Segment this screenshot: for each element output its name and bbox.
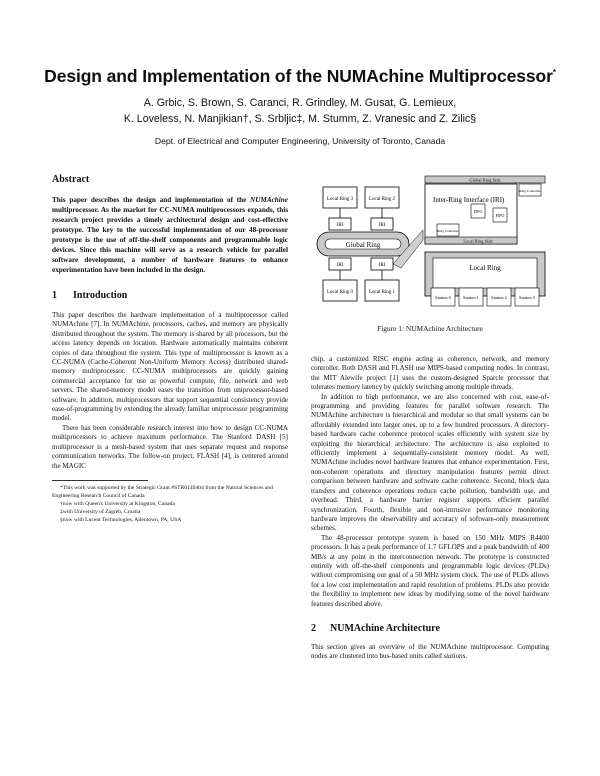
authors-line-1: A. Grbic, S. Brown, S. Caranci, R. Grindley, M. Gusat, G. Lemieux,: [143, 97, 457, 109]
iri-label: IRI: [378, 223, 386, 228]
footnote-2: †now with Queen's University at Kingston, Canada: [60, 500, 175, 507]
local-ring-1-label: Local Ring 1: [368, 290, 396, 295]
section-number: 2: [311, 622, 316, 634]
footnote-4: §now with Lucent Technologies, Allentown, PA, USA: [60, 516, 182, 523]
architecture-text-b: .: [465, 652, 468, 661]
affiliation: Dept. of Electrical and Computer Engineering, University of Toronto, Canada: [154, 136, 446, 146]
iri-label: IRI: [378, 263, 386, 268]
local-ring-inner: [433, 258, 537, 288]
local-ring-label: Local Ring: [469, 264, 501, 272]
intro-paragraph-3: In addition to high performance, we are also concerned with cost, ease-of-programming and providing features for parallel software research. The NUMAchine architecture is hierarchical and modular so that small systems can be affordably extended into larger ones, up to a few hundred processors. A directory-based hardware cache coherence protocol scales efficiently with system size by exploiting the hierarchical architecture. The architecture is also exploited to efficiently implement a sequentially-consistent memory model. As well, NUMAchine includes novel hardware features that enhance experimentation. First, non-coherent operations and directory manipulation features permit direct comparison between hardware and software cache coherence. Second, block data transfers and coherence operations reduce cache pollution, bandwidth use, and overhead. Third, a hardware barrier register supports efficient parallel synchronization. Fourth, flexible and non-intrusive performance monitoring hardware improves the observability and accuracy of software-only measurement schemes.: [311, 392, 549, 533]
intro-paragraph-1: This paper describes the hardware implementation of a multiprocessor called NUMAchine [7]. In NUMAchine, processors, caches, and memory are physically distributed throughout the system. The memory is shared by all processors, but the access latency depends on location. Hardware automatically maintains coherent copies of data throughout the system. This type of multiprocessor is known as a CC-NUMA (Cache-Coherent Non-Uniform Memory Access) distributed shared-memory multiprocessor. CC-NUMA multiprocessors are quickly gaining commercial acceptance for use as powerful compute, file, network and web servers. The shared-memory model eases the transition from uniprocessor-based software. In addition, multiprocessors that support sequential consistency provide ease-of-programming by extending the already familiar uniprocessor programming model.: [52, 311, 288, 423]
abstract-text: [52, 195, 288, 275]
section-heading-architecture: [311, 623, 549, 635]
iri-label: IRI: [336, 263, 344, 268]
architecture-paragraph-1: [311, 643, 549, 662]
station-1-label: Station 1: [463, 295, 479, 300]
global-ring-label: Global Ring: [345, 241, 381, 249]
fifo-label: FIFO: [495, 213, 505, 218]
iri-detail-title: Inter-Ring Interface (IRI): [433, 196, 505, 204]
abstract-text-a: This paper describes the design and implementation of the: [52, 196, 251, 204]
footnote-rule: [52, 480, 148, 481]
abstract-heading: Abstract: [52, 174, 90, 185]
figure-caption: Figure 1: NUMAchine Architecture: [377, 324, 483, 333]
left-column: [52, 174, 288, 524]
footnote-1: *This work was supported by the Strategic Grant #STR0149404 from the Natural Sciences and Engineering Research Council of Canada: [52, 484, 273, 499]
architecture-figure: [313, 170, 548, 332]
ring-controller-label: Ring Controller: [437, 229, 459, 233]
abstract-emphasis: NUMAchine: [250, 196, 288, 204]
local-ring-side-label: Local Ring Side: [463, 238, 493, 244]
title-text: Design and Implementation of the NUMAchine Multiprocessor: [44, 66, 553, 86]
station-0-label: Station 0: [435, 295, 451, 300]
section-title: NUMAchine Architecture: [330, 622, 440, 634]
station-2-label: Station 2: [491, 295, 507, 300]
global-ring-side-label: Global Ring Side: [469, 177, 501, 183]
iri-label: IRI: [336, 223, 344, 228]
right-column: [311, 355, 549, 662]
title-footnote-mark: *: [552, 68, 556, 78]
section-title: Introduction: [73, 290, 128, 301]
station-3-label: Station 3: [519, 295, 535, 300]
fifo-label: FIFO: [473, 209, 483, 214]
local-ring-2-label: Local Ring 2: [368, 197, 396, 202]
local-ring-0-label: Local Ring 0: [326, 290, 354, 295]
architecture-text-a: This section gives an overview of the NUMAchine multiprocessor. Computing nodes are clustered into bus-based units called: [311, 642, 549, 661]
intro-paragraph-2: There has been considerable research interest into how to design CC-NUMA multiprocessors to achieve maximum performance. The Stanford DASH [5] multiprocessor is a mesh-based system that uses separate request and response communication networks. The follow-on project, FLASH [4], is centered around the MAGIC: [52, 423, 288, 470]
architecture-emphasis: stations: [443, 652, 466, 661]
footnotes: [52, 484, 288, 524]
section-number: 1: [52, 290, 57, 301]
footnote-3: ‡with University of Zagreb, Croatia: [60, 508, 141, 515]
paper-title: [20, 66, 580, 87]
local-ring-3-label: Local Ring 3: [326, 197, 354, 202]
section-heading-introduction: [52, 290, 288, 302]
authors-line-2: K. Loveless, N. Manjikian†, S. Srbljic‡, M. Stumm, Z. Vranesic and Z. Zilic§: [123, 112, 477, 125]
intro-paragraph-2-continued: chip, a customized RISC engine acting as coherence, network, and memory controller. Both DASH and FLASH use MIPS-based computing nodes. In contrast, the MIT Alewife project [1] uses the custom-designed Sparcle processor that tolerates memory latency by quickly switching among multiple threads.: [311, 355, 549, 392]
author-list: [20, 96, 580, 127]
ring-controller-label: Ring Controller: [519, 189, 541, 193]
abstract-text-b: multiprocessor. As the market for CC-NUMA multiprocessors expands, this research project provides a timely architectural design and cost-effective prototype. The key to the successful implementation of our 48-processor prototype is the use of off-the-shelf components and programmable logic devices. Since this machine will serve as a research vehicle for parallel software development, a number of hardware features to enhance experimentation have been included in the design.: [52, 206, 288, 274]
intro-paragraph-4: The 48-processor prototype system is based on 150 MHz MIPS R4400 processors. It has a peak performance of 1.7 GFLOPS and a peak bandwidth of 400 MB/s at any point in the interconnection network. The prototype is constructed entirely with off-the-shelf components and programmable logic devices (PLDs) without compromising our goal of a 50 MHz system clock. The use of PLDs allows for a low cost implementation and rapid resolution of problems. PLDs also provide the flexibility to implement new ideas by modifying some of the novel hardware features described above.: [311, 533, 549, 608]
